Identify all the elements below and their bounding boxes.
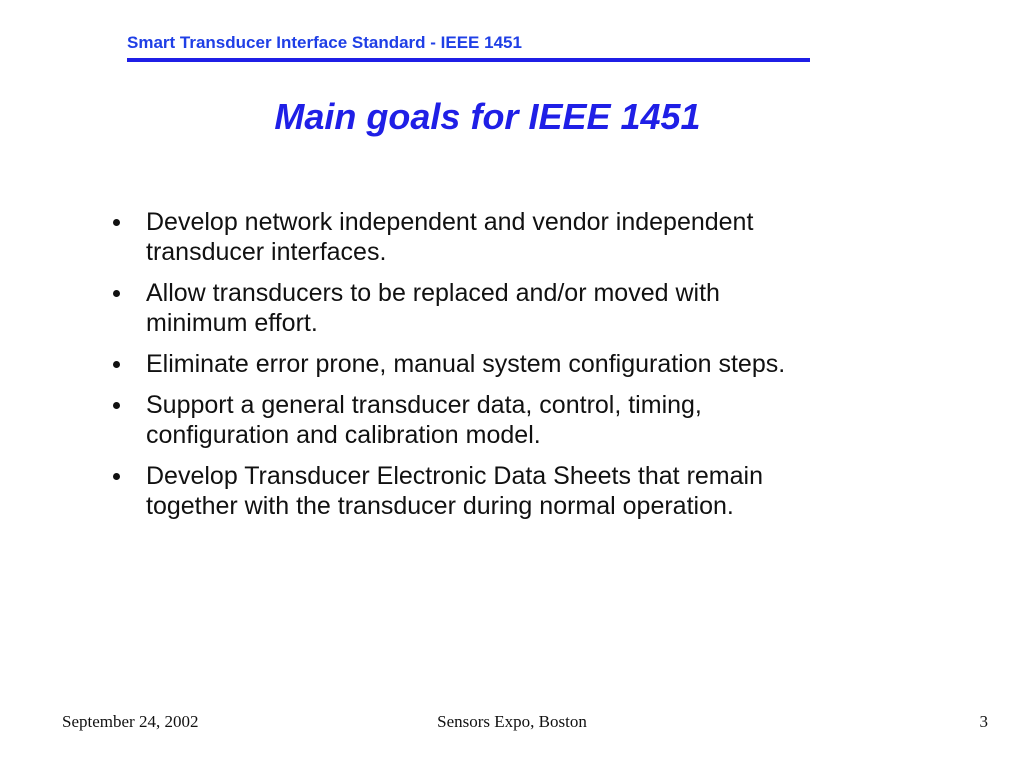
bullet-text: Allow transducers to be replaced and/or moved with (146, 279, 720, 307)
bullet-icon (113, 473, 120, 480)
bullet-list (113, 207, 933, 532)
footer-event: Sensors Expo, Boston (437, 712, 587, 731)
bullet-item (113, 207, 933, 267)
bullet-icon (113, 290, 120, 297)
header-title: Smart Transducer Interface Standard - IEEE 1451 (127, 33, 522, 52)
bullet-item (113, 349, 933, 379)
bullet-item (113, 390, 933, 450)
bullet-item (113, 278, 933, 338)
bullet-icon (113, 402, 120, 409)
header-divider (127, 58, 810, 62)
slide-title: Main goals for IEEE 1451 (274, 96, 701, 137)
footer-date: September 24, 2002 (62, 712, 199, 731)
page-number: 3 (979, 712, 988, 731)
bullet-text: Eliminate error prone, manual system configuration steps. (146, 350, 786, 378)
bullet-text: together with the transducer during normal operation. (146, 492, 734, 520)
bullet-icon (113, 219, 120, 226)
bullet-item (113, 461, 933, 521)
bullet-text: configuration and calibration model. (146, 421, 541, 449)
bullet-text: Develop Transducer Electronic Data Sheets that remain (146, 462, 763, 490)
bullet-icon (113, 361, 120, 368)
bullet-text: transducer interfaces. (146, 238, 387, 266)
bullet-text: Support a general transducer data, control, timing, (146, 391, 702, 419)
bullet-text: Develop network independent and vendor independent (146, 208, 754, 236)
bullet-text: minimum effort. (146, 309, 318, 337)
